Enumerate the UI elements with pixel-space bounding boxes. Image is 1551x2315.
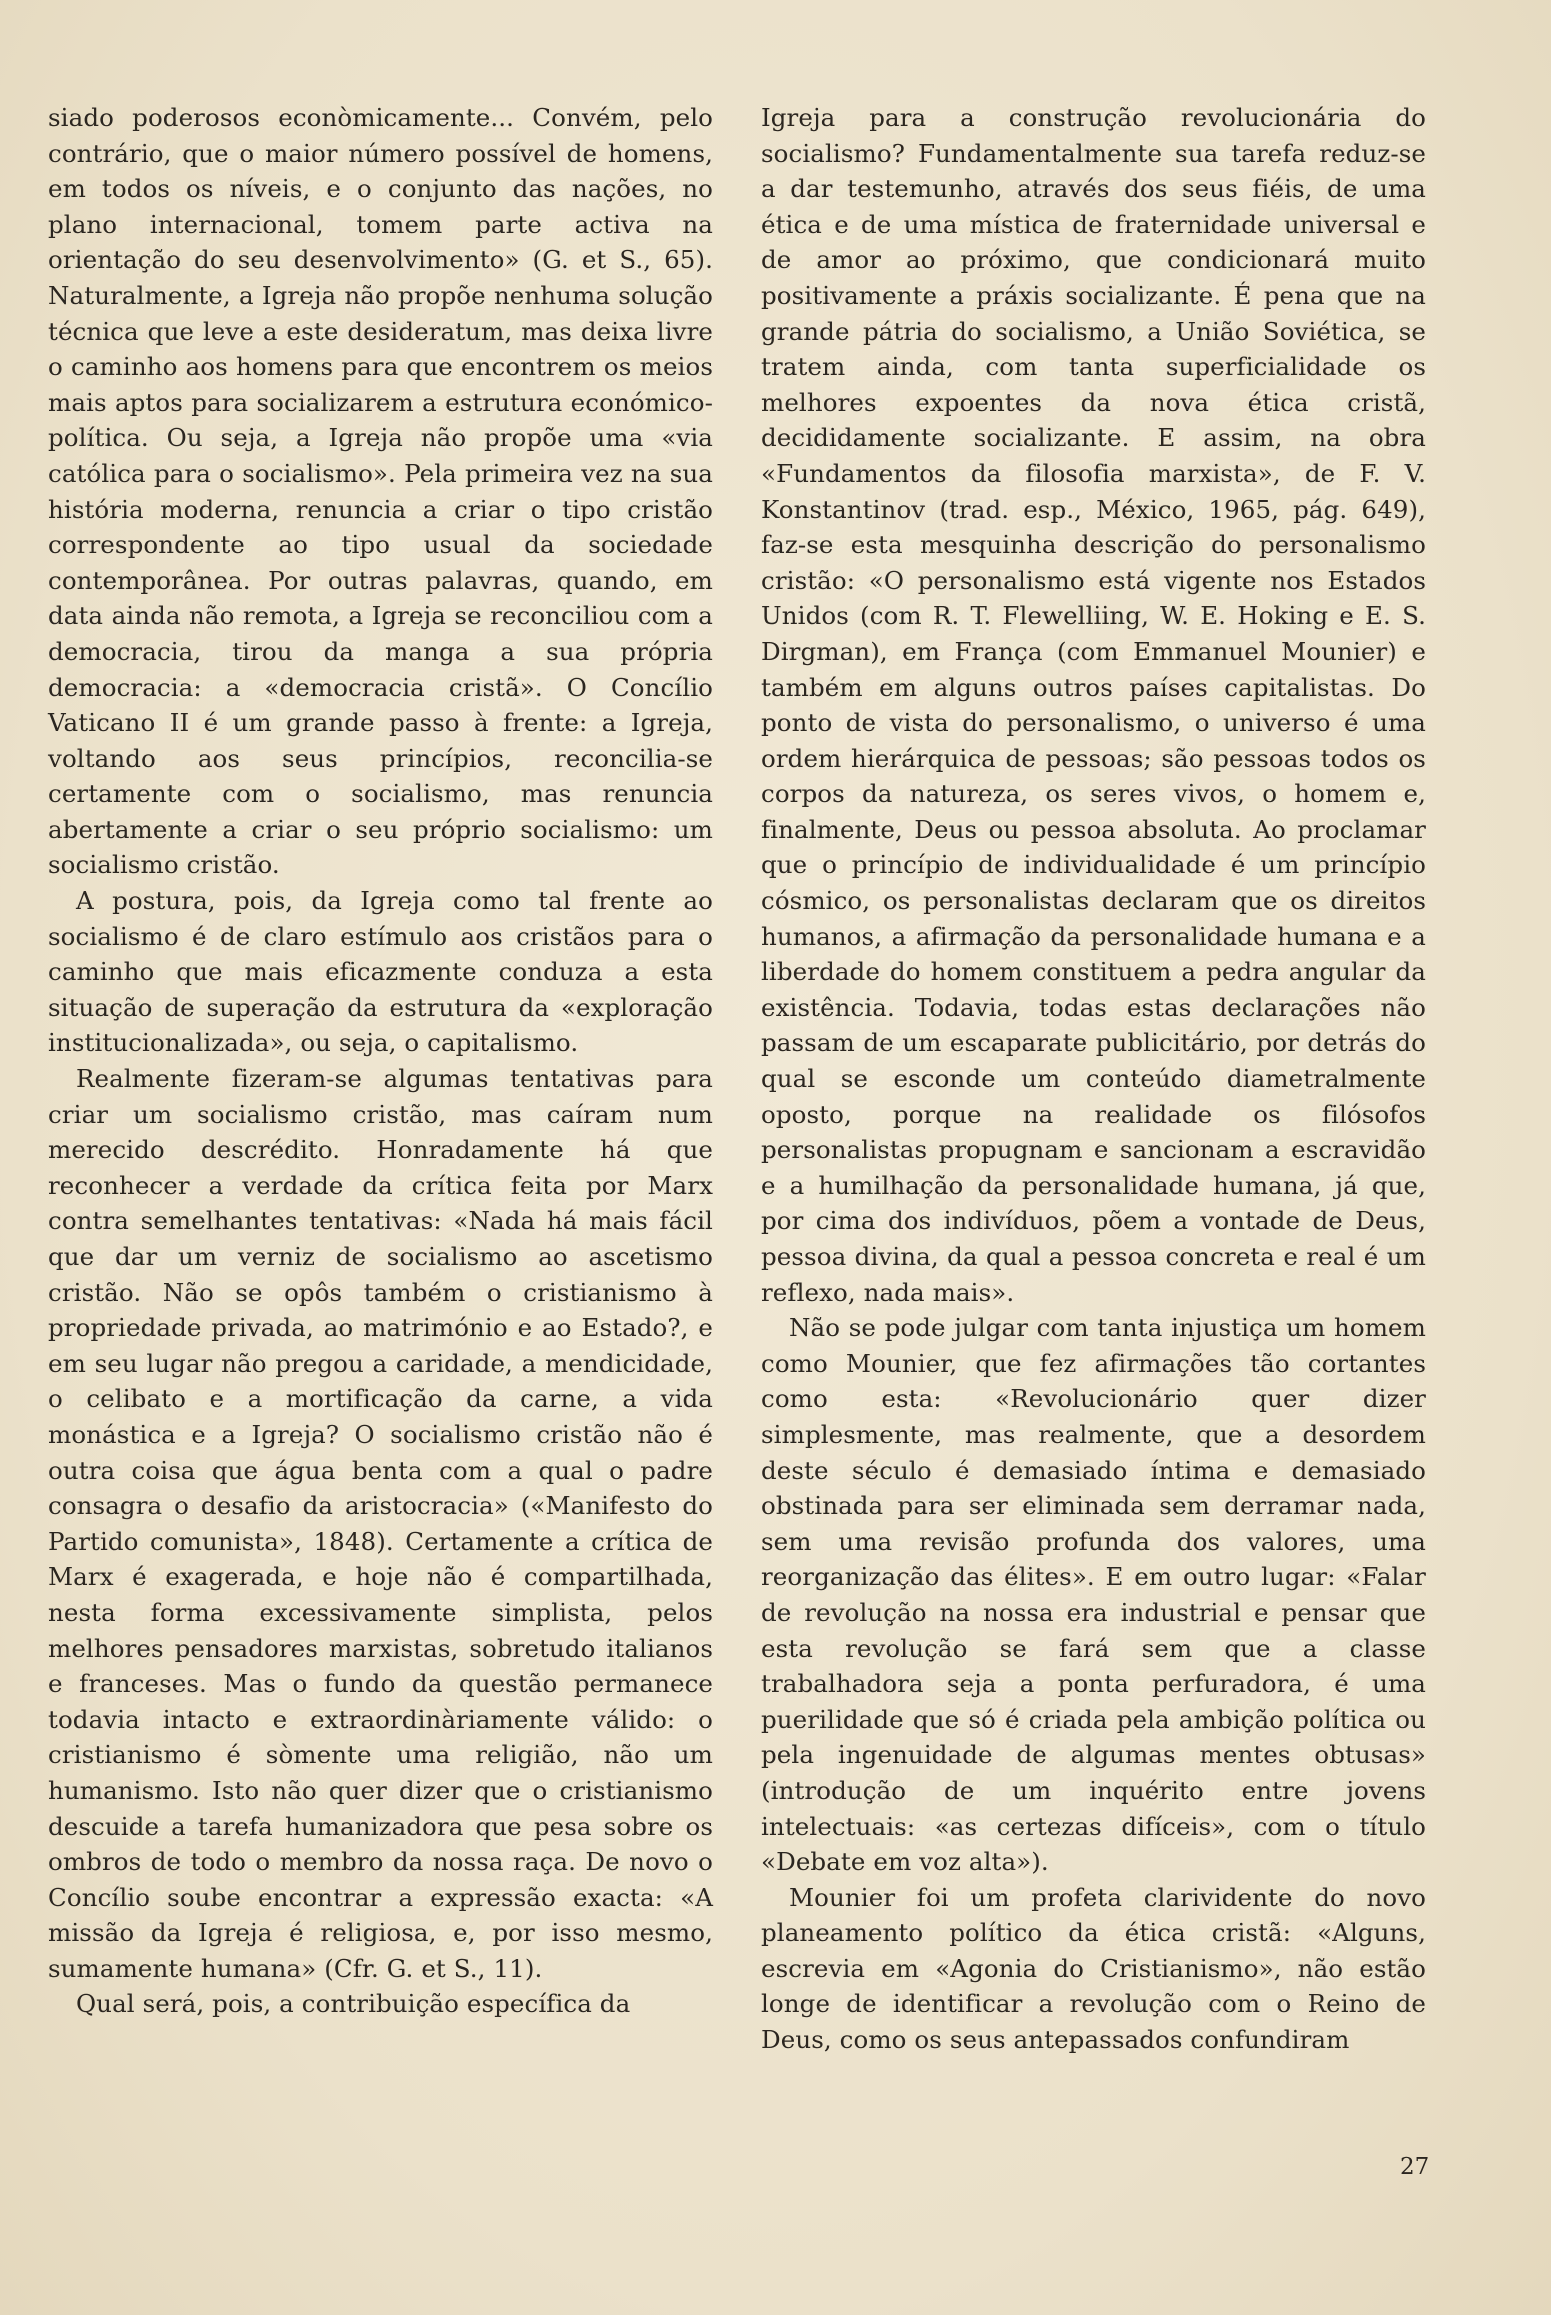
paragraph: Realmente fizeram-se algumas tentativas para criar um socialismo cristão, mas caíram num merecido descrédito. Honradamente há que reconhecer a verdade da crítica feita por Marx contra semelhantes tentativas: «Nada há mais fácil que dar um verniz de socialismo ao ascetismo cristão. Não se opôs também o cristianismo à propriedade privada, ao matrimónio e ao Estado?, e em seu lugar não pregou a caridade, a mendicidade, o celibato e a mortificação da carne, a vida monástica e a Igreja? O socialismo cristão não é outra coisa que água benta com a qual o padre consagra o desafio da aristocracia» («Manifesto do Partido comunista», 1848). Certamente a crítica de Marx é exagerada, e hoje não é compartilhada, nesta forma excessivamente simplista, pelos melhores pensadores marxistas, sobretudo italianos e franceses. Mas o fundo da questão permanece todavia intacto e extraordinàriamente válido: o cristianismo é sòmente uma religião, não um humanismo. Isto não quer dizer que o cristianismo descuide a tarefa humanizadora que pesa sobre os ombros de todo o membro da nossa raça. De novo o Concílio soube encontrar a expressão exacta: «A missão da Igreja é religiosa, e, por isso mesmo, sumamente humana» (Cfr. G. et S., 11). bbox=[48, 1064, 713, 1983]
paragraph: siado poderosos econòmicamente... Convém, pelo contrário, que o maior número possível de homens, em todos os níveis, e o conjunto das nações, no plano internacional, tomem parte activa na orientação do seu desenvolvimento» (G. et S., 65). Naturalmente, a Igreja não propõe nenhuma solução técnica que leve a este desideratum, mas deixa livre o caminho aos homens para que encontrem os meios mais aptos para socializarem a estrutura económico-política. Ou seja, a Igreja não propõe uma «via católica para o socialismo». Pela primeira vez na sua história moderna, renuncia a criar o tipo cristão correspondente ao tipo usual da sociedade contemporânea. Por outras palavras, quando, em data ainda não remota, a Igreja se reconciliou com a democracia, tirou da manga a sua própria democracia: a «democracia cristã». O Concílio Vaticano II é um grande passo à frente: a Igreja, voltando aos seus princípios, reconcilia-se certamente com o socialismo, mas renuncia abertamente a criar o seu próprio socialismo: um socialismo cristão. bbox=[48, 103, 713, 880]
paragraph: Mounier foi um profeta clarividente do novo planeamento político da ética cristã: «Alguns, escrevia em «Agonia do Cristianismo», não estão longe de identificar a revolução com o Reino de Deus, como os seus antepassados confundiram bbox=[761, 1882, 1426, 2055]
page-number: 27 bbox=[1400, 2154, 1430, 2180]
paragraph: Igreja para a construção revolucionária do socialismo? Fundamentalmente sua tarefa reduz-se a dar testemunho, através dos seus fiéis, de uma ética e de uma mística de fraternidade universal e de amor ao próximo, que condicionará muito positivamente a práxis socializante. É pena que na grande pátria do socialismo, a União Soviética, se tratem ainda, com tanta superficialidade os melhores expoentes da nova ética cristã, decididamente socializante. E assim, na obra «Fundamentos da filosofia marxista», de F. V. Konstantinov (trad. esp., México, 1965, pág. 649), faz-se esta mesquinha descrição do personalismo cristão: «O personalismo está vigente nos Estados Unidos (com R. T. Flewelliing, W. E. Hoking e E. S. Dirgman), em França (com Emmanuel Mounier) e também em alguns outros países capitalistas. Do ponto de vista do personalismo, o universo é uma ordem hierárquica de pessoas; são pessoas todos os corpos da natureza, os seres vivos, o homem e, finalmente, Deus ou pessoa absoluta. Ao proclamar que o princípio de individualidade é um princípio cósmico, os personalistas declaram que os direitos humanos, a afirmação da personalidade humana e a liberdade do homem constituem a pedra angular da existência. Todavia, todas estas declarações não passam de um escaparate publicitário, por detrás do qual se esconde um conteúdo diametralmente oposto, porque na realidade os filósofos personalistas propugnam e sancionam a escravidão e a humilhação da personalidade humana, já que, por cima dos indivíduos, põem a vontade de Deus, pessoa divina, da qual a pessoa concreta e real é um reflexo, nada mais». bbox=[761, 103, 1426, 1307]
paragraph: A postura, pois, da Igreja como tal frente ao socialismo é de claro estímulo aos cristãos para o caminho que mais eficazmente conduza a esta situação de superação da estrutura da «exploração institucionalizada», ou seja, o capitalismo. bbox=[48, 886, 713, 1058]
paragraph: Não se pode julgar com tanta injustiça um homem como Mounier, que fez afirmações tão cortantes como esta: «Revolucionário quer dizer simplesmente, mas realmente, que a desordem deste século é demasiado íntima e demasiado obstinada para ser eliminada sem derramar nada, sem uma revisão profunda dos valores, uma reorganização das élites». E em outro lugar: «Falar de revolução na nossa era industrial e pensar que esta revolução se fará sem que a classe trabalhadora seja a ponta perfuradora, é uma puerilidade que só é criada pela ambição política ou pela ingenuidade de algumas mentes obtusas» (introdução de um inquérito entre jovens intelectuais: «as certezas difíceis», com o título «Debate em voz alta»). bbox=[761, 1313, 1426, 1877]
right-text-column bbox=[761, 100, 1426, 2058]
paragraph: Qual será, pois, a contribuição específica da bbox=[76, 1989, 631, 2019]
left-text-column bbox=[48, 100, 713, 2022]
